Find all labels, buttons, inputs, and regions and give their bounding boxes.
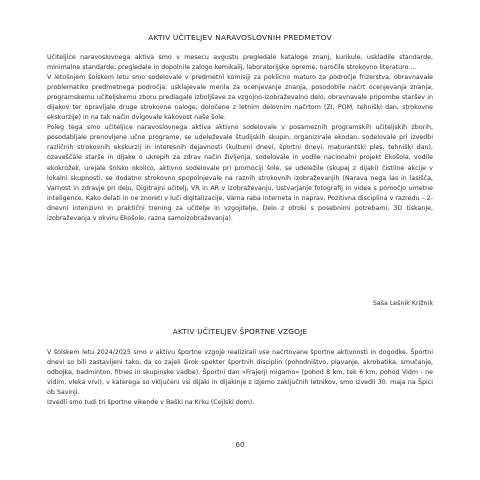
paragraph: V šolskem letu 2024/2025 smo v aktivu športne vzgoje realizirali vse načrtovane športne aktivnosti in dogodke. Športni dnevi so bili zastavljeni tako, da so zajeli širok spekter športnih disciplin (pohodništvo, plavanje, akrobatika, smučanje, odbojka, badminton, fitnes in skupinske vadbe). Športni dan »Frajerji migamo« (pohod 8 km, tek 6 km, pohod Vidm - ne vidim, vleka vrvi), v katerega so vključeni vsi dijaki in dijakinje z izjemo zaključnih letnikov, smo izvedli 30. maja na Špici ob Savinji. [47,349,433,397]
page-number: 60 [235,441,245,449]
section-heading-physical-education: AKTIV UČITELJEV ŠPORTNE VZGOJE [172,327,308,336]
paragraph: Izvedli smo tudi tri športne vikende v Baški na Krku (Cejlski dom). [47,399,255,407]
section-body-natural-sciences [47,53,433,224]
section-heading-natural-sciences: AKTIV UČITELJEV NARAVOSLOVNIH PREDMETOV [148,33,332,42]
paragraph: Učiteljice naravoslovnega aktiva smo v mesecu avgustu pregledale kataloge znanj, kurikule, uskladile standarde, minimalne standarde, pregledale in dopolnile zalogo kemikalij, laboratorijske opreme, naročile strokovno literaturo ... [47,54,433,72]
paragraph: V letošnjem šolskem letu smo sodelovale v predmetni komisiji za poklicno maturo za področje frizerstva, obravnavale problematiko predmetnega področja, usklajevale merila za ocenjevanje znanja, posodobile načrt ocenjevanja znanja, programskemu učiteljskemu zboru predlagale izboljšave za vzgojno-izobraževalno delo, obravnavale pripombe staršev in dijakov ter opravljale druge strokovne naloge, določene z letnim delovnim načrtom (ZI, POM, tehniški dan, strokovne ekskurzije) in na tak način dvigovale kakovost naše šole. [47,74,433,122]
section-body-physical-education [47,348,433,408]
author-signature: Saša Lešnik Križnik [372,300,433,307]
paragraph: Poleg tega smo učiteljice naravoslovnega aktiva aktivno sodelovale v posameznih programskih učiteljskih zborih, posodabljale prenovljene učne programe, se udeleževale študijskih skupin, organizirale ekodan, sodelovale pri izvedbi različnih strokovnih ekskurzij in interesnih dejavnosti (kulturni dnevi, športni dnevi, maturantski ples, tehniški dan), ozaveščale starše in dijake o ukrepih za zdrav način življenja, sodelovale in vodile nacionalni projekt Ekošola, vodile ekokrožek, urejale šolsko okolico, aktivno sodelovale pri promociji šole, se udeležile (skupaj z dijaki) čistilne akcije v lokalni skupnosti, se dodatno strokovno spopolnjevale na raznih strokovnih izobraževanjih (Narava nega las in lasišča, Varnost in zdravje pri delu, Digitrajni učitelj, VR in AR v izobraževanju, Ustvarjanje fotografij in videa s pomočjo umetne inteligence, Kako delati in ne znoreti v luči digitalizacije, Varna raba interneta in naprav, Pozitivna disciplina v razredu – 2-dnevni intenzivni in praktični trening za učitelje in vzgojitelje, Delo z otroki s posebnimi potrebami, 3D tiskanje, izobraževanja v okviru Ekošole, razna samoizobraževanja). [47,124,433,222]
